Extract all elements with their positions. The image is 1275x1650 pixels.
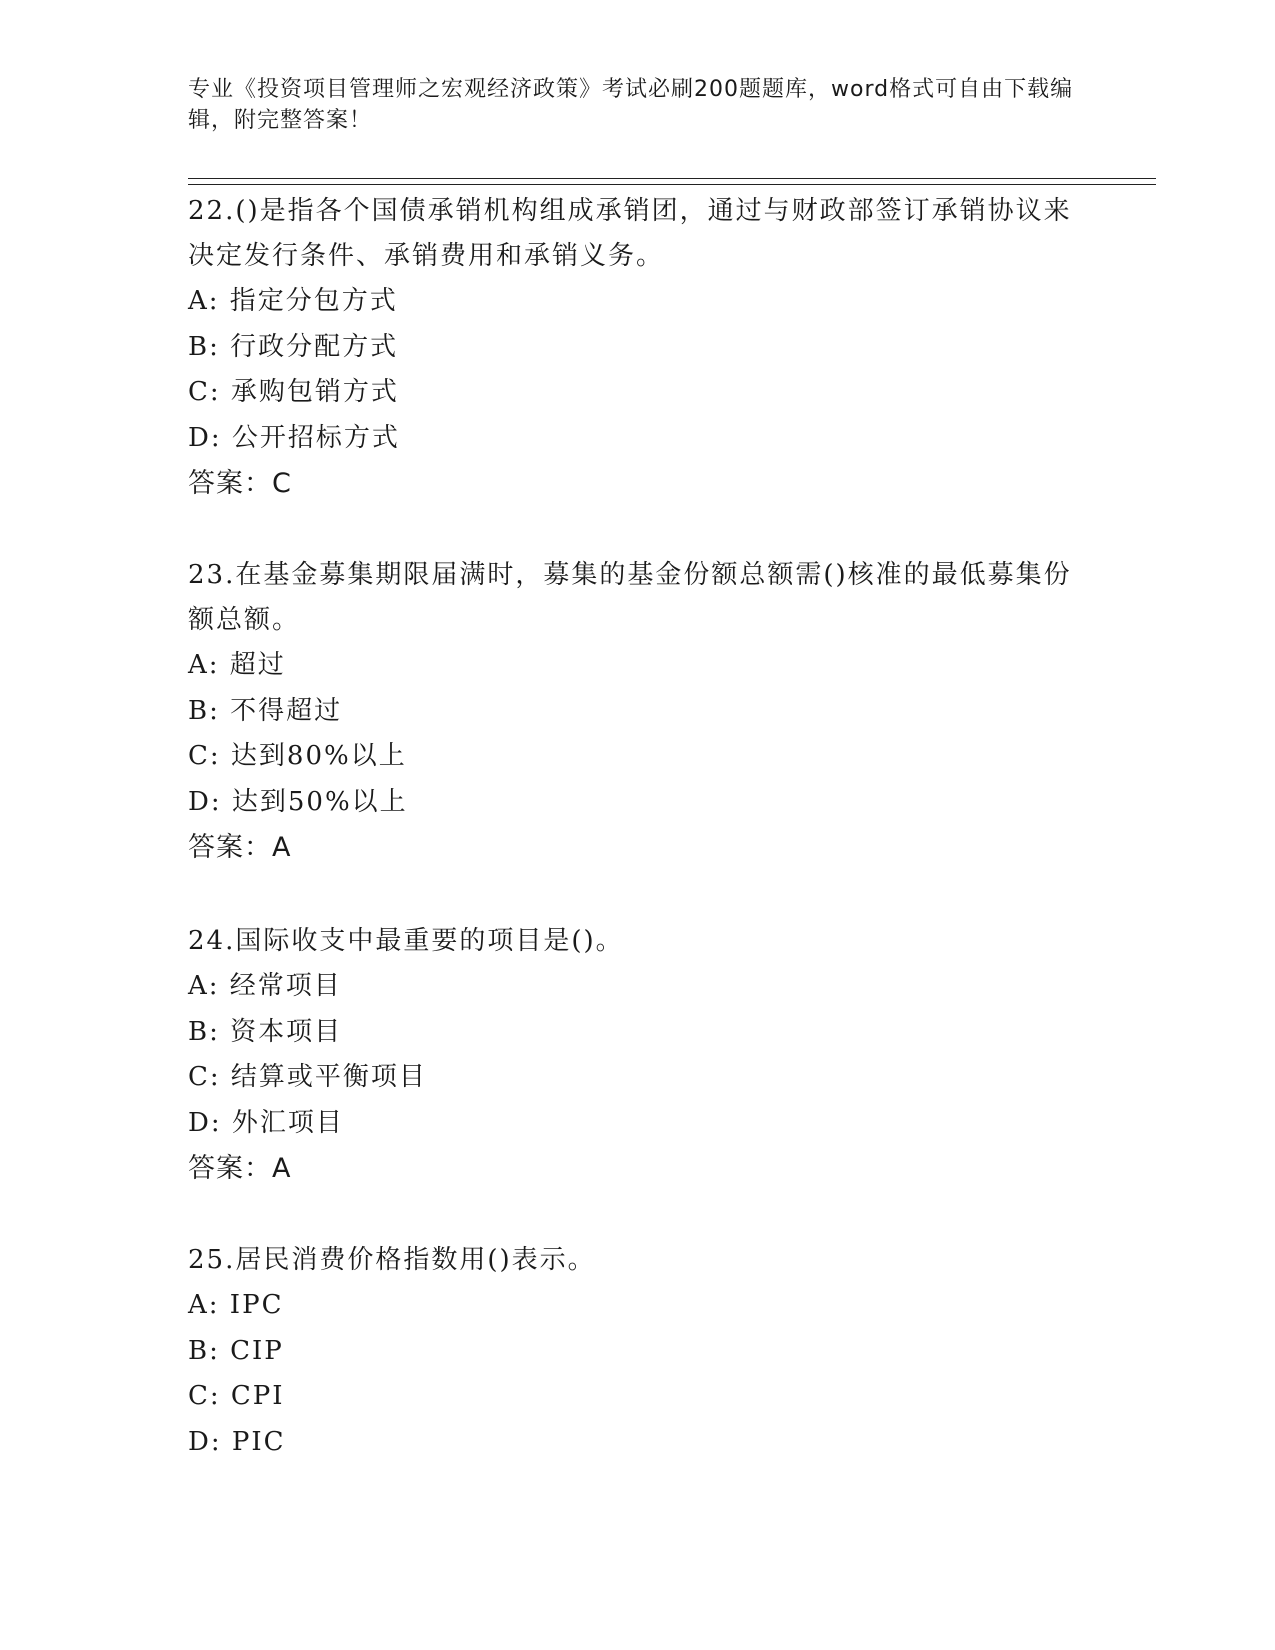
option-c: C: 结算或平衡项目: [188, 1062, 427, 1092]
option-a: A: IPC: [188, 1290, 284, 1320]
option-b: B: 资本项目: [188, 1016, 343, 1047]
option-d: D: 外汇项目: [188, 1107, 344, 1138]
option-a: A: 经常项目: [188, 971, 342, 1001]
question-22: [188, 189, 1088, 507]
question-stem: 22.()是指各个国债承销机构组成承销团，通过与财政部签订承销协议来决定发行条件、承销费用和承销义务。: [188, 196, 1072, 271]
option-d: D: 公开招标方式: [188, 422, 400, 453]
option-c: C: CPI: [188, 1381, 285, 1411]
document-header: 专业《投资项目管理师之宏观经济政策》考试必刷200题题库，word格式可自由下载编辑，附完整答案！: [188, 77, 1074, 133]
option-a: A: 超过: [188, 650, 286, 680]
header-divider-top: [188, 178, 1156, 179]
option-a: A: 指定分包方式: [188, 286, 398, 316]
question-stem: 23.在基金募集期限届满时，募集的基金份额总额需()核准的最低募集份额总额。: [188, 560, 1072, 635]
answer: 答案：A: [188, 832, 292, 863]
option-d: D: 达到50%以上: [188, 786, 408, 817]
answer: 答案：C: [188, 468, 292, 499]
option-b: B: 不得超过: [188, 695, 343, 726]
option-b: B: 行政分配方式: [188, 331, 399, 362]
question-stem: 24.国际收支中最重要的项目是()。: [188, 926, 624, 956]
question-24: [188, 919, 1088, 1192]
question-25: [188, 1238, 1088, 1465]
option-c: C: 承购包销方式: [188, 377, 399, 407]
question-stem: 25.居民消费价格指数用()表示。: [188, 1245, 596, 1275]
option-b: B: CIP: [188, 1335, 284, 1366]
option-d: D: PIC: [188, 1426, 286, 1457]
option-c: C: 达到80%以上: [188, 741, 407, 771]
question-23: [188, 553, 1088, 871]
answer: 答案：A: [188, 1153, 292, 1184]
header-divider-bottom: [188, 184, 1156, 185]
